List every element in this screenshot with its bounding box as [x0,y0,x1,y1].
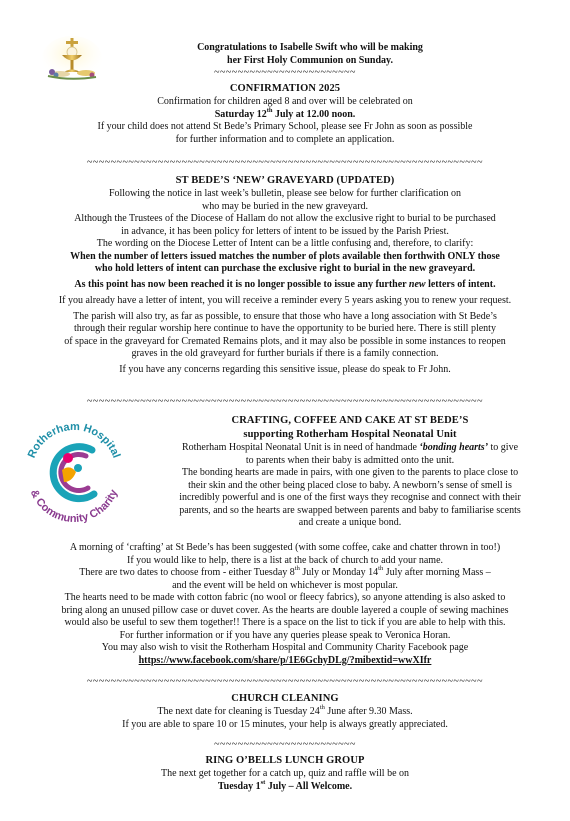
graveyard-bold-3 [4,279,566,292]
cleaning-line-2: If you are able to spare 10 or 15 minutes, your help is always greatly appreciated. [122,718,448,730]
crafting-f9: You may also wish to visit the Rotherham Hospital and Community Charity Facebook page [101,642,469,653]
lunch-line-2 [4,778,566,794]
communion-line-2: her First Holy Communion on Sunday. [227,54,393,66]
logo-text-top: Rotherham Hospital [25,420,123,460]
communion-line-1: Congratulations to Isabelle Swift who will be making [197,42,423,53]
crafting-f7: would also be useful to sew them together!! There is a space on the list to tick if you are able to help with this. [64,617,506,628]
facebook-link[interactable]: https://www.facebook.com/share/p/1E6GchyDLg/?mibextid=wwXIfr [138,654,432,666]
crafting-details [4,542,566,667]
logo-text-bottom: & Community Charity [27,487,121,526]
crafting-f3-sup-2: th [378,565,384,572]
cleaning-line-1 [4,706,566,719]
crafting-f5: The hearts need to be made with cotton fabric (no wool or fleecy fabrics), so anyone attending is also asked to [64,592,506,603]
confirmation-date-text: Saturday 12 [214,108,267,120]
cleaning-line-1-text-2: June after 9.30 Mass. [324,706,413,717]
confirmation-date-sup: th [266,106,273,114]
graveyard-p1b: who may be buried in the new graveyard. [201,200,369,212]
crafting-r4: their skin and the other being placed close to baby. A newborn’s sense of smell is [188,479,512,491]
lunch-line-2-sup: st [260,778,266,786]
divider: ~~~~~~~~~~~~~~~~~~~~~~~~~~~~~~~~~~~~~~~~~~~~~~~~~~~~~~~~~~~~~~~~~~~ [87,677,483,687]
divider: ~~~~~~~~~~~~~~~~~~~~~~~~ [214,68,356,78]
crafting-r6: parents, and so the hearts are swapped between parents and baby to familiarise scents [179,504,521,516]
graveyard-bold-3-italic: new [408,278,426,290]
lunch-line-2-text-2: July – All Welcome. [265,780,353,792]
graveyard-bold-3-text: As this point has now been reached it is no longer possible to issue any further [74,278,409,290]
crafting-r2: to parents when their baby is admitted onto the unit. [245,454,455,466]
lunch-line-1: The next get together for a catch up, quiz and raffle will be on [160,768,410,779]
crafting-f3-text-2: July or Monday 14 [299,567,379,578]
crafting-f8: For further information or if you have any queries please speak to Veronica Horan. [119,629,451,641]
graveyard-heading: ST BEDE’S ‘NEW’ GRAVEYARD (UPDATED) [175,175,395,186]
crafting-r3: The bonding hearts are made in pairs, with one given to the parents to place close to [181,467,519,478]
graveyard-section [4,174,566,376]
crafting-f3-text-3: July after morning Mass – [383,567,491,578]
crafting-f2: If you would like to help, there is a list at the back of church to add your name. [126,554,444,566]
cleaning-section [4,692,566,731]
divider: ~~~~~~~~~~~~~~~~~~~~~~~~~~~~~~~~~~~~~~~~~~~~~~~~~~~~~~~~~~~~~~~~~~~ [87,397,483,407]
confirmation-date [4,106,566,122]
confirmation-line-3: If your child does not attend St Bede’s Primary School, please see Fr John as soon as possible [97,121,473,132]
crafting-r1-text-2: to give [488,442,519,453]
lunch-heading: RING O’BELLS LUNCH GROUP [205,755,365,766]
communion-chalice-image [40,36,104,82]
confirmation-line-1: Confirmation for children aged 8 and over will be celebrated on [157,96,413,107]
svg-text:& Community Charity [28,487,121,525]
graveyard-bold-2: who hold letters of intent can purchase the exclusive right to burial in the new graveyard. [94,263,476,274]
crafting-f3-text: There are two dates to choose from - either Tuesday 8 [79,567,295,578]
confirmation-line-4: for further information and to complete an application. [175,133,395,145]
crafting-subheading: supporting Rotherham Hospital Neonatal Unit [243,429,457,440]
graveyard-bold-3-text-2: letters of intent. [425,278,496,290]
cleaning-heading: CHURCH CLEANING [231,693,339,704]
lunch-line-2-text: Tuesday 1 [217,780,261,792]
graveyard-p5b: through their regular worship here continue to have the opportunity to be buried here. There is still plenty [74,323,496,334]
graveyard-p2b: in advance, it has been policy for letters of intent to be issued by the Parish Priest. [121,225,449,237]
crafting-f4: and the event will be held on whichever is most popular. [172,579,398,591]
crafting-f3 [4,567,566,580]
cleaning-line-1-sup: th [319,704,325,711]
cleaning-line-1-text: The next date for cleaning is Tuesday 24 [157,706,320,717]
crafting-f6: bring along an unused pillow case or duvet cover. As the hearts are double layered a couple of sewing machines [61,604,509,616]
confirmation-heading: CONFIRMATION 2025 [229,83,341,94]
divider: ~~~~~~~~~~~~~~~~~~~~~~~~ [214,740,356,750]
crafting-section [134,414,566,530]
graveyard-bold-1: When the number of letters issued matches the number of plots available then forthwith ONLY those [70,250,500,262]
lunch-section [4,754,566,793]
crafting-bonding-hearts: ‘bonding hearts’ [419,442,489,453]
graveyard-p6: If you have any concerns regarding this sensitive issue, please do speak to Fr John. [119,363,451,375]
confirmation-section [4,82,566,146]
crafting-heading: CRAFTING, COFFEE AND CAKE AT ST BEDE’S [231,415,469,426]
confirmation-date-text-2: July at 12.00 noon. [272,108,356,120]
crafting-r7: and create a unique bond. [298,517,402,528]
graveyard-p4: If you already have a letter of intent, you will receive a reminder every 5 years asking you to renew your request. [58,295,512,306]
divider: ~~~~~~~~~~~~~~~~~~~~~~~~~~~~~~~~~~~~~~~~~~~~~~~~~~~~~~~~~~~~~~~~~~~ [87,158,483,168]
graveyard-p3: The wording on the Diocese Letter of Intent can be a little confusing and, therefore, to clarify: [96,238,474,249]
graveyard-p1a: Following the notice in last week’s bulletin, please see below for further clarification on [108,188,462,199]
graveyard-p5d: graves in the old graveyard for further burials if there is a family connection. [131,348,439,359]
crafting-r1-text: Rotherham Hospital Neonatal Unit is in need of handmade [181,442,420,453]
crafting-f3-sup-1: th [294,565,300,572]
communion-notice [110,42,510,67]
graveyard-p5a: The parish will also try, as far as possible, to ensure that those who have a long association with St Bede’s [73,310,497,322]
graveyard-p5c: of space in the graveyard for Cremated Remains plots, and it may also be possible in some instances to reopen [64,335,506,347]
crafting-f1: A morning of ‘crafting’ at St Bede’s has been suggested (with some coffee, cake and chatter thrown in too!) [69,542,501,553]
crafting-r5: incredibly powerful and is one of the first ways they recognise and connect with their [179,492,521,503]
rotherham-charity-logo [14,410,134,526]
graveyard-p2a: Although the Trustees of the Diocese of Hallam do not allow the exclusive right to burial to be purchased [74,213,496,224]
crafting-r1 [134,442,566,455]
